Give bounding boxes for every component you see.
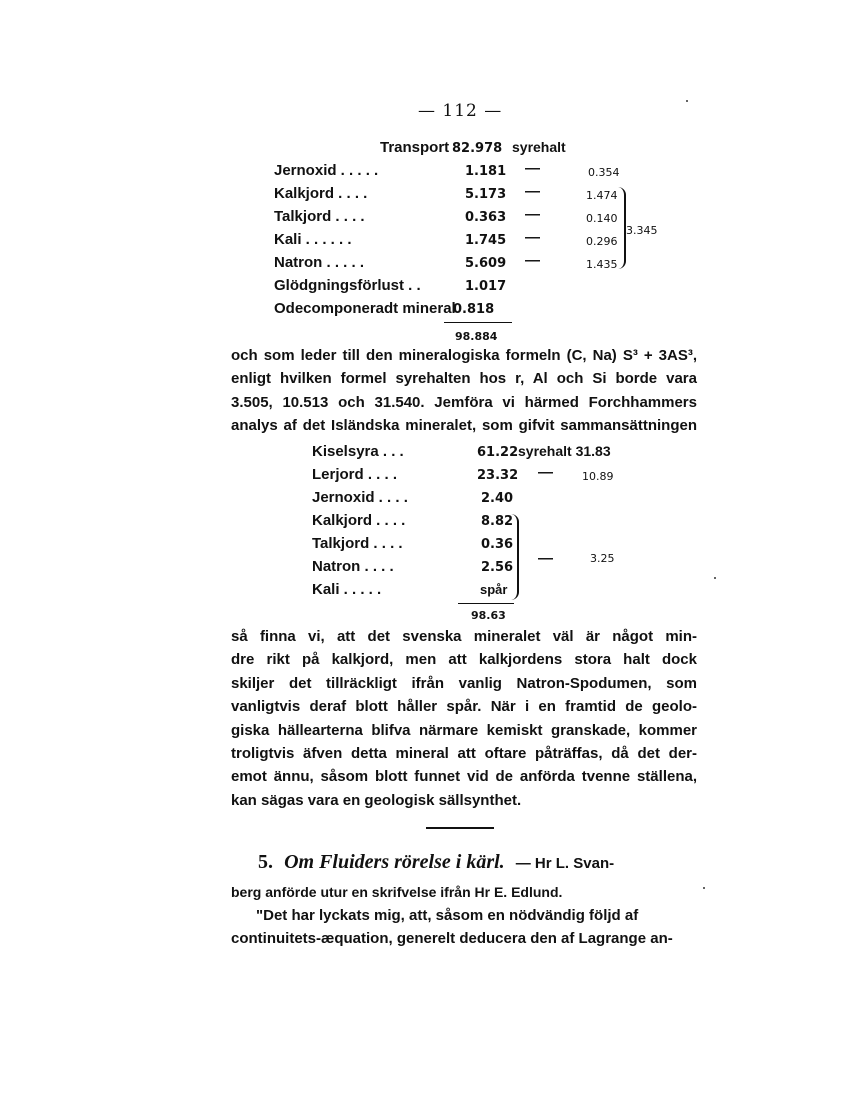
sum-rule: [444, 322, 512, 323]
text-line: kan sägas vara en geologisk sällsynthet.: [231, 791, 522, 809]
t1-row-label: Glödgningsförlust . .: [274, 277, 421, 294]
t1-total: 98.884: [455, 330, 498, 343]
t2-row-value: spår: [480, 582, 508, 597]
t2-row-value: 61.22: [477, 445, 519, 460]
t1-row-label: Natron . . . . .: [274, 254, 365, 271]
text-line: enligt hvilken formel syrehalten hos r, Al och Si borde vara: [231, 370, 697, 388]
t2-row-label: Kiselsyra . . .: [312, 443, 404, 460]
t2-row-label: Kali . . . . .: [312, 581, 382, 598]
text-line: giska hällearterna blifva närmare kemiskt granskade, kommer: [231, 721, 697, 739]
page-number: — 112 —: [418, 101, 503, 121]
section-heading: [258, 851, 614, 874]
t1-row-oxygen: 0.296: [586, 235, 618, 248]
t2-row-dash: —: [538, 464, 553, 481]
text-line: analys af det Isländska mineralet, som gifvit sammansättningen: [231, 417, 697, 435]
section-number: 5.: [258, 851, 273, 873]
t1-row-value: 1.017: [465, 279, 507, 294]
scan-speck: [714, 577, 716, 579]
t1-row-value: 1.181: [465, 164, 507, 179]
oxygen-brace-total: 3.345: [626, 224, 658, 237]
scan-speck: [686, 100, 688, 102]
t2-row-label: Jernoxid . . . .: [312, 489, 408, 506]
t1-row-oxygen: 0.354: [588, 166, 620, 179]
t2-total: 98.63: [471, 609, 506, 622]
t1-row-label: Jernoxid . . . . .: [274, 162, 379, 179]
t1-row-oxygen: 1.474: [586, 189, 618, 202]
paragraph-conclusion: [231, 625, 697, 812]
text-line: 3.505, 10.513 och 31.540. Jemföra vi härmed Forchhammers: [231, 393, 697, 411]
text-line: emot ännu, såsom blott funnet vid de anförda tvenne ställena,: [231, 768, 697, 786]
text-line: vanligtvis deraf blott håller spår. När i en framtid de geolo-: [231, 698, 697, 716]
t2-row-value: 2.40: [481, 491, 514, 506]
brace-right-icon: [616, 187, 626, 269]
t2-row-value: 23.32: [477, 468, 519, 483]
t1-row-label: Odecomponeradt mineral: [274, 300, 456, 317]
t2-row-value: 2.56: [481, 560, 514, 575]
t1-row-dash: —: [525, 206, 540, 223]
t1-row-dash: —: [525, 252, 540, 269]
t2-row-label: Lerjord . . . .: [312, 466, 398, 483]
t1-row-value: 0.363: [465, 210, 507, 225]
t2-row-value: 0.36: [481, 537, 514, 552]
transport-label: Transport: [380, 139, 450, 156]
transport-value: 82.978: [452, 141, 503, 156]
section-line: continuitets-æquation, generelt deducera den af Lagrange an-: [231, 930, 673, 947]
t2-row-label: Natron . . . .: [312, 558, 394, 575]
paragraph-formula: [231, 344, 697, 438]
syrehalt-header: syrehalt: [512, 139, 566, 155]
text-line: troligtvis äfven detta mineral att oftare påträffas, då det der-: [231, 744, 697, 762]
t1-row-label: Talkjord . . . .: [274, 208, 365, 225]
t2-row-label: Talkjord . . . .: [312, 535, 403, 552]
t1-row-value: 1.745: [465, 233, 507, 248]
t2-row-extra: syrehalt 31.83: [518, 443, 611, 459]
t1-row-dash: —: [525, 160, 540, 177]
brace-value: 3.25: [590, 552, 615, 565]
text-line: skiljer det tillräckligt ifrån vanlig Natron-Spodumen, som: [231, 674, 697, 692]
t1-row-dash: —: [525, 183, 540, 200]
section-line: "Det har lyckats mig, att, såsom en nödvändig följd af: [256, 907, 639, 924]
t1-row-label: Kali . . . . . .: [274, 231, 352, 248]
t1-row-value: 5.173: [465, 187, 507, 202]
section-title-rest: — Hr L. Svan-: [515, 855, 615, 872]
t1-row-oxygen: 1.435: [586, 258, 618, 271]
sum-rule: [458, 603, 514, 604]
section-title: Om Fluiders rörelse i kärl.: [284, 851, 505, 873]
t1-row-oxygen: 0.140: [586, 212, 618, 225]
t2-row-value: 8.82: [481, 514, 514, 529]
t1-row-label: Kalkjord . . . .: [274, 185, 368, 202]
section-line: berg anförde utur en skrifvelse ifrån Hr E. Edlund.: [231, 884, 563, 900]
text-line: och som leder till den mineralogiska formeln (C, Na) S³ + 3AS³,: [231, 347, 697, 364]
scan-speck: [703, 887, 705, 889]
section-divider: [426, 827, 494, 829]
t1-row-value: 5.609: [465, 256, 507, 271]
text-line: så finna vi, att det svenska mineralet väl är något min-: [231, 628, 697, 645]
t1-row-dash: —: [525, 229, 540, 246]
t2-row-label: Kalkjord . . . .: [312, 512, 406, 529]
text-line: dre rikt på kalkjord, men att kalkjordens stora halt dock: [231, 651, 697, 669]
t2-row-extra: 10.89: [582, 470, 614, 483]
brace-right-icon: [509, 514, 519, 600]
brace-dash: —: [538, 550, 553, 567]
t1-row-value: 0.818: [453, 302, 495, 317]
